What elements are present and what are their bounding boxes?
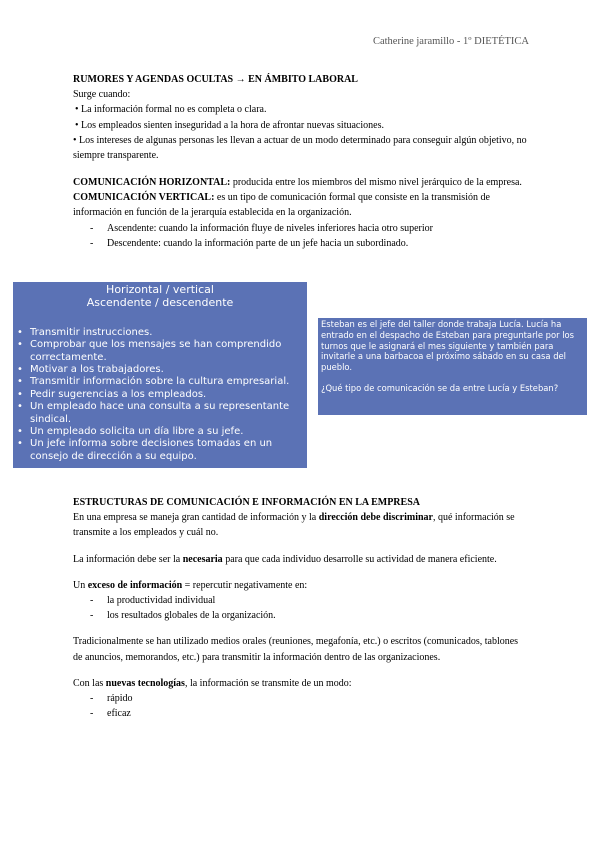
list-item: • Transmitir información sobre la cultura empresarial.	[13, 376, 307, 388]
bold-text: dirección debe discriminar	[318, 512, 433, 524]
paragraph	[73, 676, 528, 691]
text-run: Con las	[73, 677, 106, 689]
effects-list	[73, 593, 528, 623]
list-item: • Motivar a los trabajadores.	[13, 364, 307, 376]
list-item: - la productividad individual	[73, 593, 528, 608]
text-run: Un	[73, 579, 88, 591]
paragraph: Tradicionalmente se han utilizado medios orales (reuniones, megafonía, etc.) o escritos (comunicados, tablones de anuncios, memorandos, etc.) para transmitir la información dentro de las organizaciones.	[73, 636, 519, 663]
bullet-text: • Los empleados sienten inseguridad a la hora de afrontar nuevas situaciones.	[75, 119, 384, 131]
list-item: • Un jefe informa sobre decisiones tomadas en un consejo de dirección a su equipo.	[13, 438, 307, 463]
vertical-text: es un tipo de comunicación formal que consiste en la transmisión de información en función de la jerarquía establecida en la organización.	[73, 192, 490, 219]
bullet-text: • La información formal no es completa o clara.	[75, 104, 267, 116]
bold-text: necesaria	[182, 553, 223, 565]
section-estructuras	[73, 495, 528, 721]
horizontal-text: producida entre los miembros del mismo nivel jerárquico de la empresa.	[230, 177, 522, 188]
case-study-box	[318, 318, 587, 415]
box-title	[13, 282, 307, 310]
list-item: - eficaz	[73, 706, 528, 721]
section-title: RUMORES Y AGENDAS OCULTAS → EN ÁMBITO LABORAL	[73, 74, 358, 85]
section-comunicacion	[73, 175, 528, 251]
vertical-types-list	[73, 221, 528, 251]
case-text: Esteban es el jefe del taller donde trabaja Lucía. Lucía ha entrado en el despacho de Esteban para preguntarle por los turnos que le asignará el mes siguiente y también para invitarle a una barbacoa el próximo sábado en su casa del pueblo.	[321, 319, 575, 373]
list-item: • Transmitir instrucciones.	[13, 327, 307, 339]
list-item: - Ascendente: cuando la información fluye de niveles inferiores hacia otro superior	[73, 221, 528, 236]
paragraph	[73, 578, 528, 593]
text-run: para que cada individuo desarrolle su actividad de manera eficiente.	[222, 553, 497, 565]
horizontal-definition	[73, 175, 528, 190]
text-run: , la información se transmite de un modo:	[184, 677, 352, 689]
modes-list	[73, 691, 528, 721]
bold-text: exceso de información	[87, 579, 183, 591]
text-run: La información debe ser la	[73, 553, 183, 565]
list-item: - Descendente: cuando la información parte de un jefe hacia un subordinado.	[73, 236, 528, 251]
box-title-line: Horizontal / vertical	[106, 283, 214, 296]
paragraph	[73, 510, 528, 540]
bullet-text: • Los intereses de algunas personas les llevan a actuar de un modo determinado para conseguir algún objetivo, no siempre transparente.	[73, 134, 527, 162]
bold-text: nuevas tecnologías	[105, 677, 185, 689]
list-item: • Un empleado hace una consulta a su representante sindical.	[13, 401, 307, 426]
box-title-line: Ascendente / descendente	[86, 296, 234, 310]
text-run: En una empresa se maneja gran cantidad de información y la	[73, 512, 319, 524]
list-item: • Pedir sugerencias a los empleados.	[13, 389, 307, 401]
page-header-author: Catherine jaramillo - 1º DIETÉTICA	[372, 36, 529, 47]
horizontal-label: COMUNICACIÓN HORIZONTAL:	[73, 177, 231, 188]
text-run: , qué información se transmite a los empleados y cuál no.	[73, 512, 515, 539]
list-item: - los resultados globales de la organización.	[73, 608, 528, 623]
examples-list	[13, 327, 307, 463]
list-item: • Un empleado solicita un día libre a su jefe.	[13, 426, 307, 438]
section-rumores	[73, 72, 528, 163]
case-question: ¿Qué tipo de comunicación se da entre Lucía y Esteban?	[321, 382, 559, 393]
list-item: • Comprobar que los mensajes se han comprendido correctamente.	[13, 339, 307, 364]
examples-box	[13, 282, 307, 468]
text-run: = repercutir negativamente en:	[182, 579, 308, 591]
vertical-definition	[73, 190, 528, 220]
paragraph	[73, 552, 528, 567]
section-title: ESTRUCTURAS DE COMUNICACIÓN E INFORMACIÓN EN LA EMPRESA	[73, 497, 420, 508]
intro-text: Surge cuando:	[73, 89, 131, 101]
vertical-label: COMUNICACIÓN VERTICAL:	[73, 192, 215, 204]
list-item: - rápido	[73, 691, 528, 706]
